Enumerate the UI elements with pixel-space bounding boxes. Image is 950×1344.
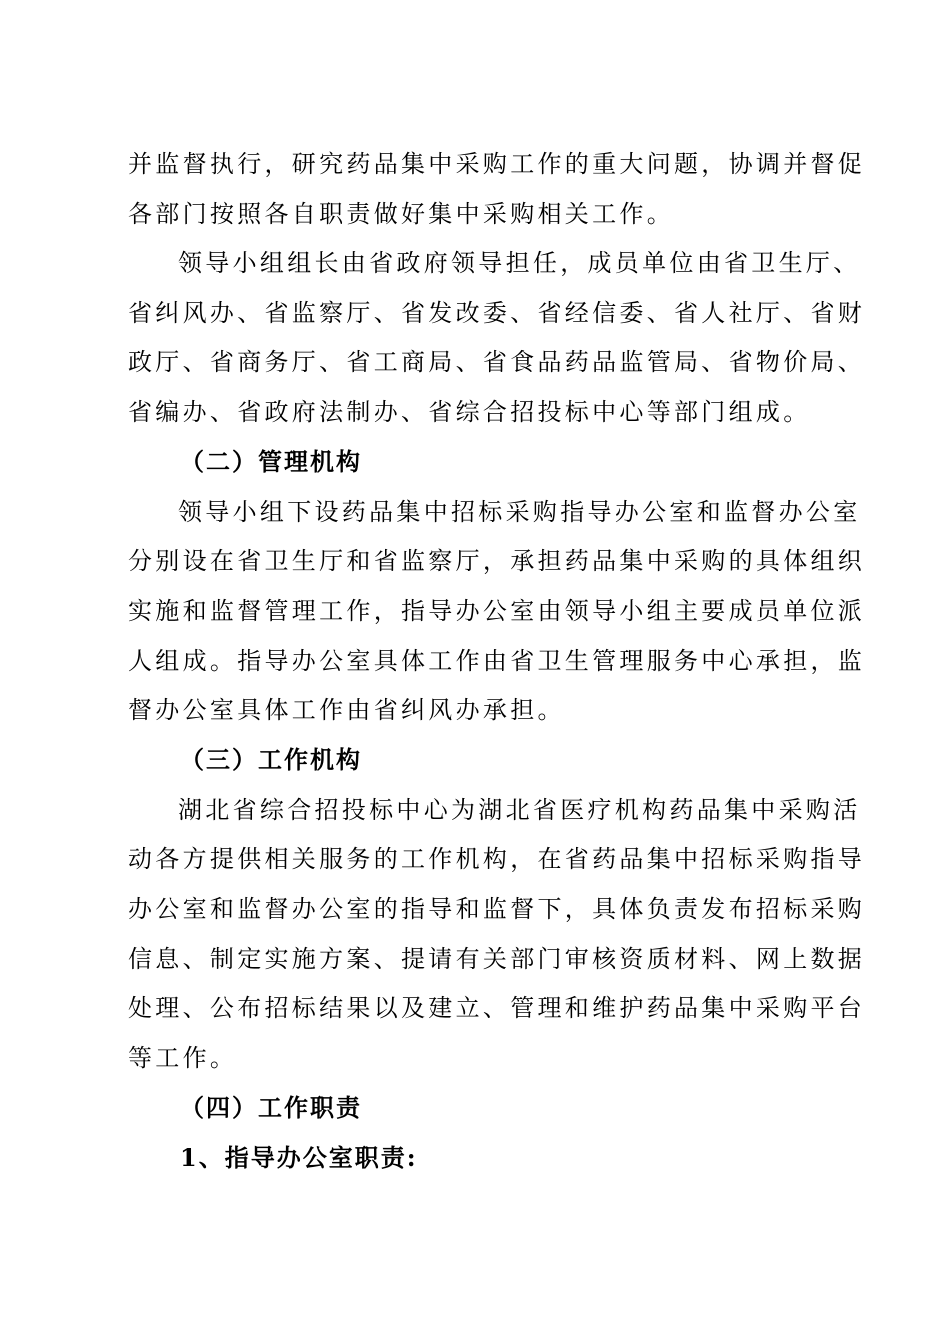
body-text-line: 办公室和监督办公室的指导和监督下，具体负责发布招标采购 — [128, 895, 866, 923]
section-heading: （三）工作机构 — [180, 745, 362, 774]
body-text-line: 信息、制定实施方案、提请有关部门审核资质材料、网上数据 — [128, 945, 866, 973]
body-text-line: 动各方提供相关服务的工作机构，在省药品集中招标采购指导 — [128, 845, 866, 873]
body-text-line: 省编办、省政府法制办、省综合招投标中心等部门组成。 — [128, 398, 811, 426]
body-text-line: 各部门按照各自职责做好集中采购相关工作。 — [128, 200, 674, 228]
section-heading: （二）管理机构 — [180, 447, 362, 476]
body-text-line: 督办公室具体工作由省纠风办承担。 — [128, 696, 565, 724]
body-text-line: 政厅、省商务厅、省工商局、省食品药品监管局、省物价局、 — [128, 348, 866, 376]
subsection-heading: 1、指导办公室职责: — [180, 1143, 418, 1172]
body-text-line: 领导小组组长由省政府领导担任，成员单位由省卫生厅、 — [178, 249, 861, 277]
body-text-line: 领导小组下设药品集中招标采购指导办公室和监督办公室 — [178, 498, 861, 526]
body-text-line: 省纠风办、省监察厅、省发改委、省经信委、省人社厅、省财 — [128, 299, 866, 327]
body-text-line: 实施和监督管理工作，指导办公室由领导小组主要成员单位派 — [128, 597, 866, 625]
body-text-line: 分别设在省卫生厅和省监察厅，承担药品集中采购的具体组织 — [128, 547, 866, 575]
body-text-line: 人组成。指导办公室具体工作由省卫生管理服务中心承担，监 — [128, 647, 866, 675]
body-text-line: 处理、公布招标结果以及建立、管理和维护药品集中采购平台 — [128, 994, 866, 1022]
body-text-line: 等工作。 — [128, 1044, 238, 1072]
section-heading: （四）工作职责 — [180, 1093, 362, 1122]
body-text-line: 并监督执行，研究药品集中采购工作的重大问题，协调并督促 — [128, 150, 866, 178]
body-text-line: 湖北省综合招投标中心为湖北省医疗机构药品集中采购活 — [178, 796, 861, 824]
